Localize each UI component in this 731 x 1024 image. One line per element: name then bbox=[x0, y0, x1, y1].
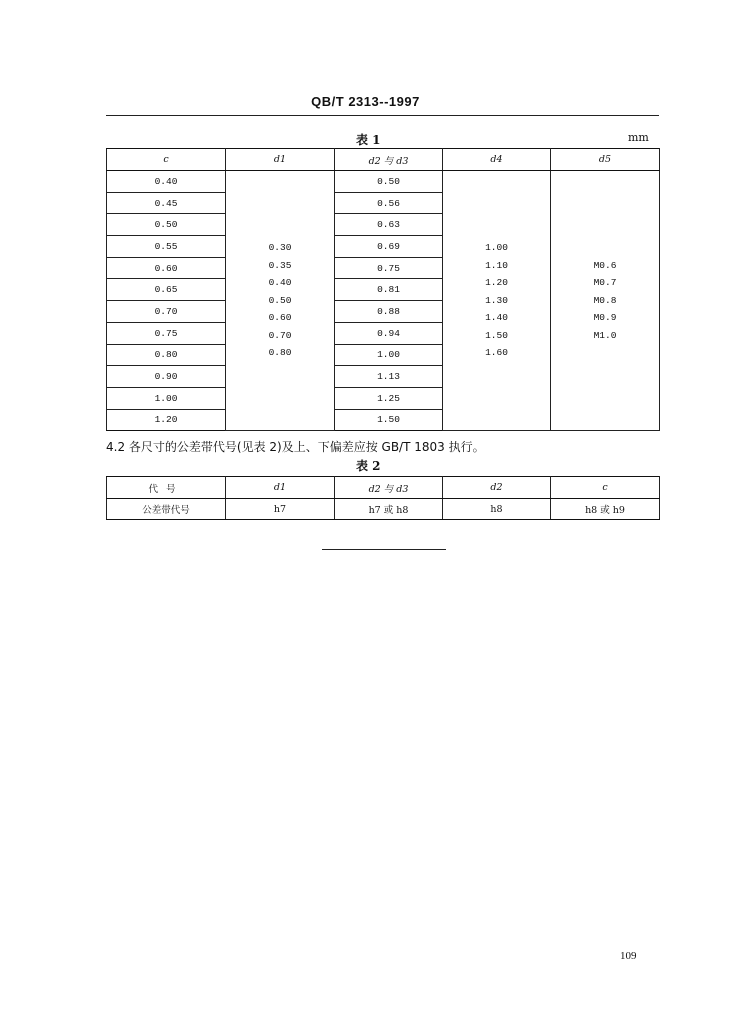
table-row bbox=[107, 171, 660, 193]
cell-d5: M0.9 bbox=[593, 312, 617, 324]
cell-d5: M0.8 bbox=[593, 294, 617, 306]
cell-d2-d3: 1.50 bbox=[335, 409, 443, 431]
cell-d2-d3: 0.94 bbox=[335, 322, 443, 344]
table1-header-d5: d5 bbox=[551, 149, 660, 171]
table2-caption: 表 2 bbox=[356, 459, 381, 473]
table2-header-row bbox=[107, 477, 660, 499]
cell-d4: 1.60 bbox=[485, 347, 508, 359]
cell-d2-d3: 1.25 bbox=[335, 387, 443, 409]
cell-d1: 0.50 bbox=[268, 294, 292, 306]
cell-d2-d3: 0.88 bbox=[335, 301, 443, 323]
table1 bbox=[106, 148, 660, 431]
cell-d5: M0.7 bbox=[593, 277, 617, 289]
table2-header-d1: d1 bbox=[226, 477, 335, 499]
cell-tolerance-d2: h8 bbox=[443, 499, 551, 520]
table1-header-d1: d1 bbox=[226, 149, 335, 171]
cell-d1: 0.60 bbox=[268, 312, 292, 324]
table2-header-d2: d2 bbox=[443, 477, 551, 499]
cell-c: 0.50 bbox=[107, 214, 226, 236]
cell-c: 0.90 bbox=[107, 366, 226, 388]
standard-header: QB/T 2313--1997 bbox=[311, 94, 420, 109]
cell-c: 1.20 bbox=[107, 409, 226, 431]
clause-4-2-text: 4.2 各尺寸的公差带代号(见表 2)及上、下偏差应按 GB/T 1803 执行。 bbox=[106, 440, 485, 454]
cell-d2-d3: 0.56 bbox=[335, 192, 443, 214]
page-number: 109 bbox=[620, 950, 637, 962]
cell-c: 0.55 bbox=[107, 236, 226, 258]
cell-d4: 1.50 bbox=[485, 329, 508, 341]
table2 bbox=[106, 476, 660, 520]
cell-d2-d3: 0.81 bbox=[335, 279, 443, 301]
table1-header-d2-d3: d2 与 d3 bbox=[335, 149, 443, 171]
cell-tolerance-c: h8 或 h9 bbox=[551, 499, 660, 520]
table1-header-d4: d4 bbox=[443, 149, 551, 171]
cell-c: 0.45 bbox=[107, 192, 226, 214]
cell-c: 0.65 bbox=[107, 279, 226, 301]
cell-d4: 1.10 bbox=[485, 259, 508, 271]
cell-d4: 1.30 bbox=[485, 294, 508, 306]
cell-c: 0.70 bbox=[107, 301, 226, 323]
table1-unit: mm bbox=[628, 131, 649, 144]
cell-d1-group bbox=[226, 171, 335, 431]
cell-d4: 1.00 bbox=[485, 242, 508, 254]
table1-caption: 表 1 bbox=[356, 133, 381, 147]
table2-row-label: 公差带代号 bbox=[107, 499, 226, 520]
cell-tolerance-d1: h7 bbox=[226, 499, 335, 520]
cell-tolerance-d2-d3: h7 或 h8 bbox=[335, 499, 443, 520]
cell-d2-d3: 0.75 bbox=[335, 257, 443, 279]
table2-header-c: c bbox=[551, 477, 660, 499]
cell-d2-d3: 1.13 bbox=[335, 366, 443, 388]
cell-d2-d3: 0.63 bbox=[335, 214, 443, 236]
cell-d1: 0.35 bbox=[268, 259, 292, 271]
header-rule bbox=[106, 115, 659, 116]
table2-header-code: 代号 bbox=[107, 477, 226, 499]
cell-d1: 0.70 bbox=[268, 329, 292, 341]
cell-d5: M1.0 bbox=[593, 329, 617, 341]
cell-d5: M0.6 bbox=[593, 259, 617, 271]
table1-header-row bbox=[107, 149, 660, 171]
cell-d2-d3: 0.50 bbox=[335, 171, 443, 193]
cell-d2-d3: 0.69 bbox=[335, 236, 443, 258]
cell-c: 0.40 bbox=[107, 171, 226, 193]
cell-d1: 0.30 bbox=[268, 242, 292, 254]
cell-d5-group bbox=[551, 171, 660, 431]
cell-c: 1.00 bbox=[107, 387, 226, 409]
cell-d1: 0.80 bbox=[268, 347, 292, 359]
cell-d2-d3: 1.00 bbox=[335, 344, 443, 366]
table2-header-d2-d3: d2 与 d3 bbox=[335, 477, 443, 499]
cell-c: 0.80 bbox=[107, 344, 226, 366]
cell-d4-group bbox=[443, 171, 551, 431]
table-row bbox=[107, 499, 660, 520]
table1-header-c: c bbox=[107, 149, 226, 171]
cell-d1: 0.40 bbox=[268, 277, 292, 289]
cell-c: 0.75 bbox=[107, 322, 226, 344]
cell-d4: 1.20 bbox=[485, 277, 508, 289]
cell-c: 0.60 bbox=[107, 257, 226, 279]
end-rule bbox=[322, 549, 446, 550]
cell-d4: 1.40 bbox=[485, 312, 508, 324]
